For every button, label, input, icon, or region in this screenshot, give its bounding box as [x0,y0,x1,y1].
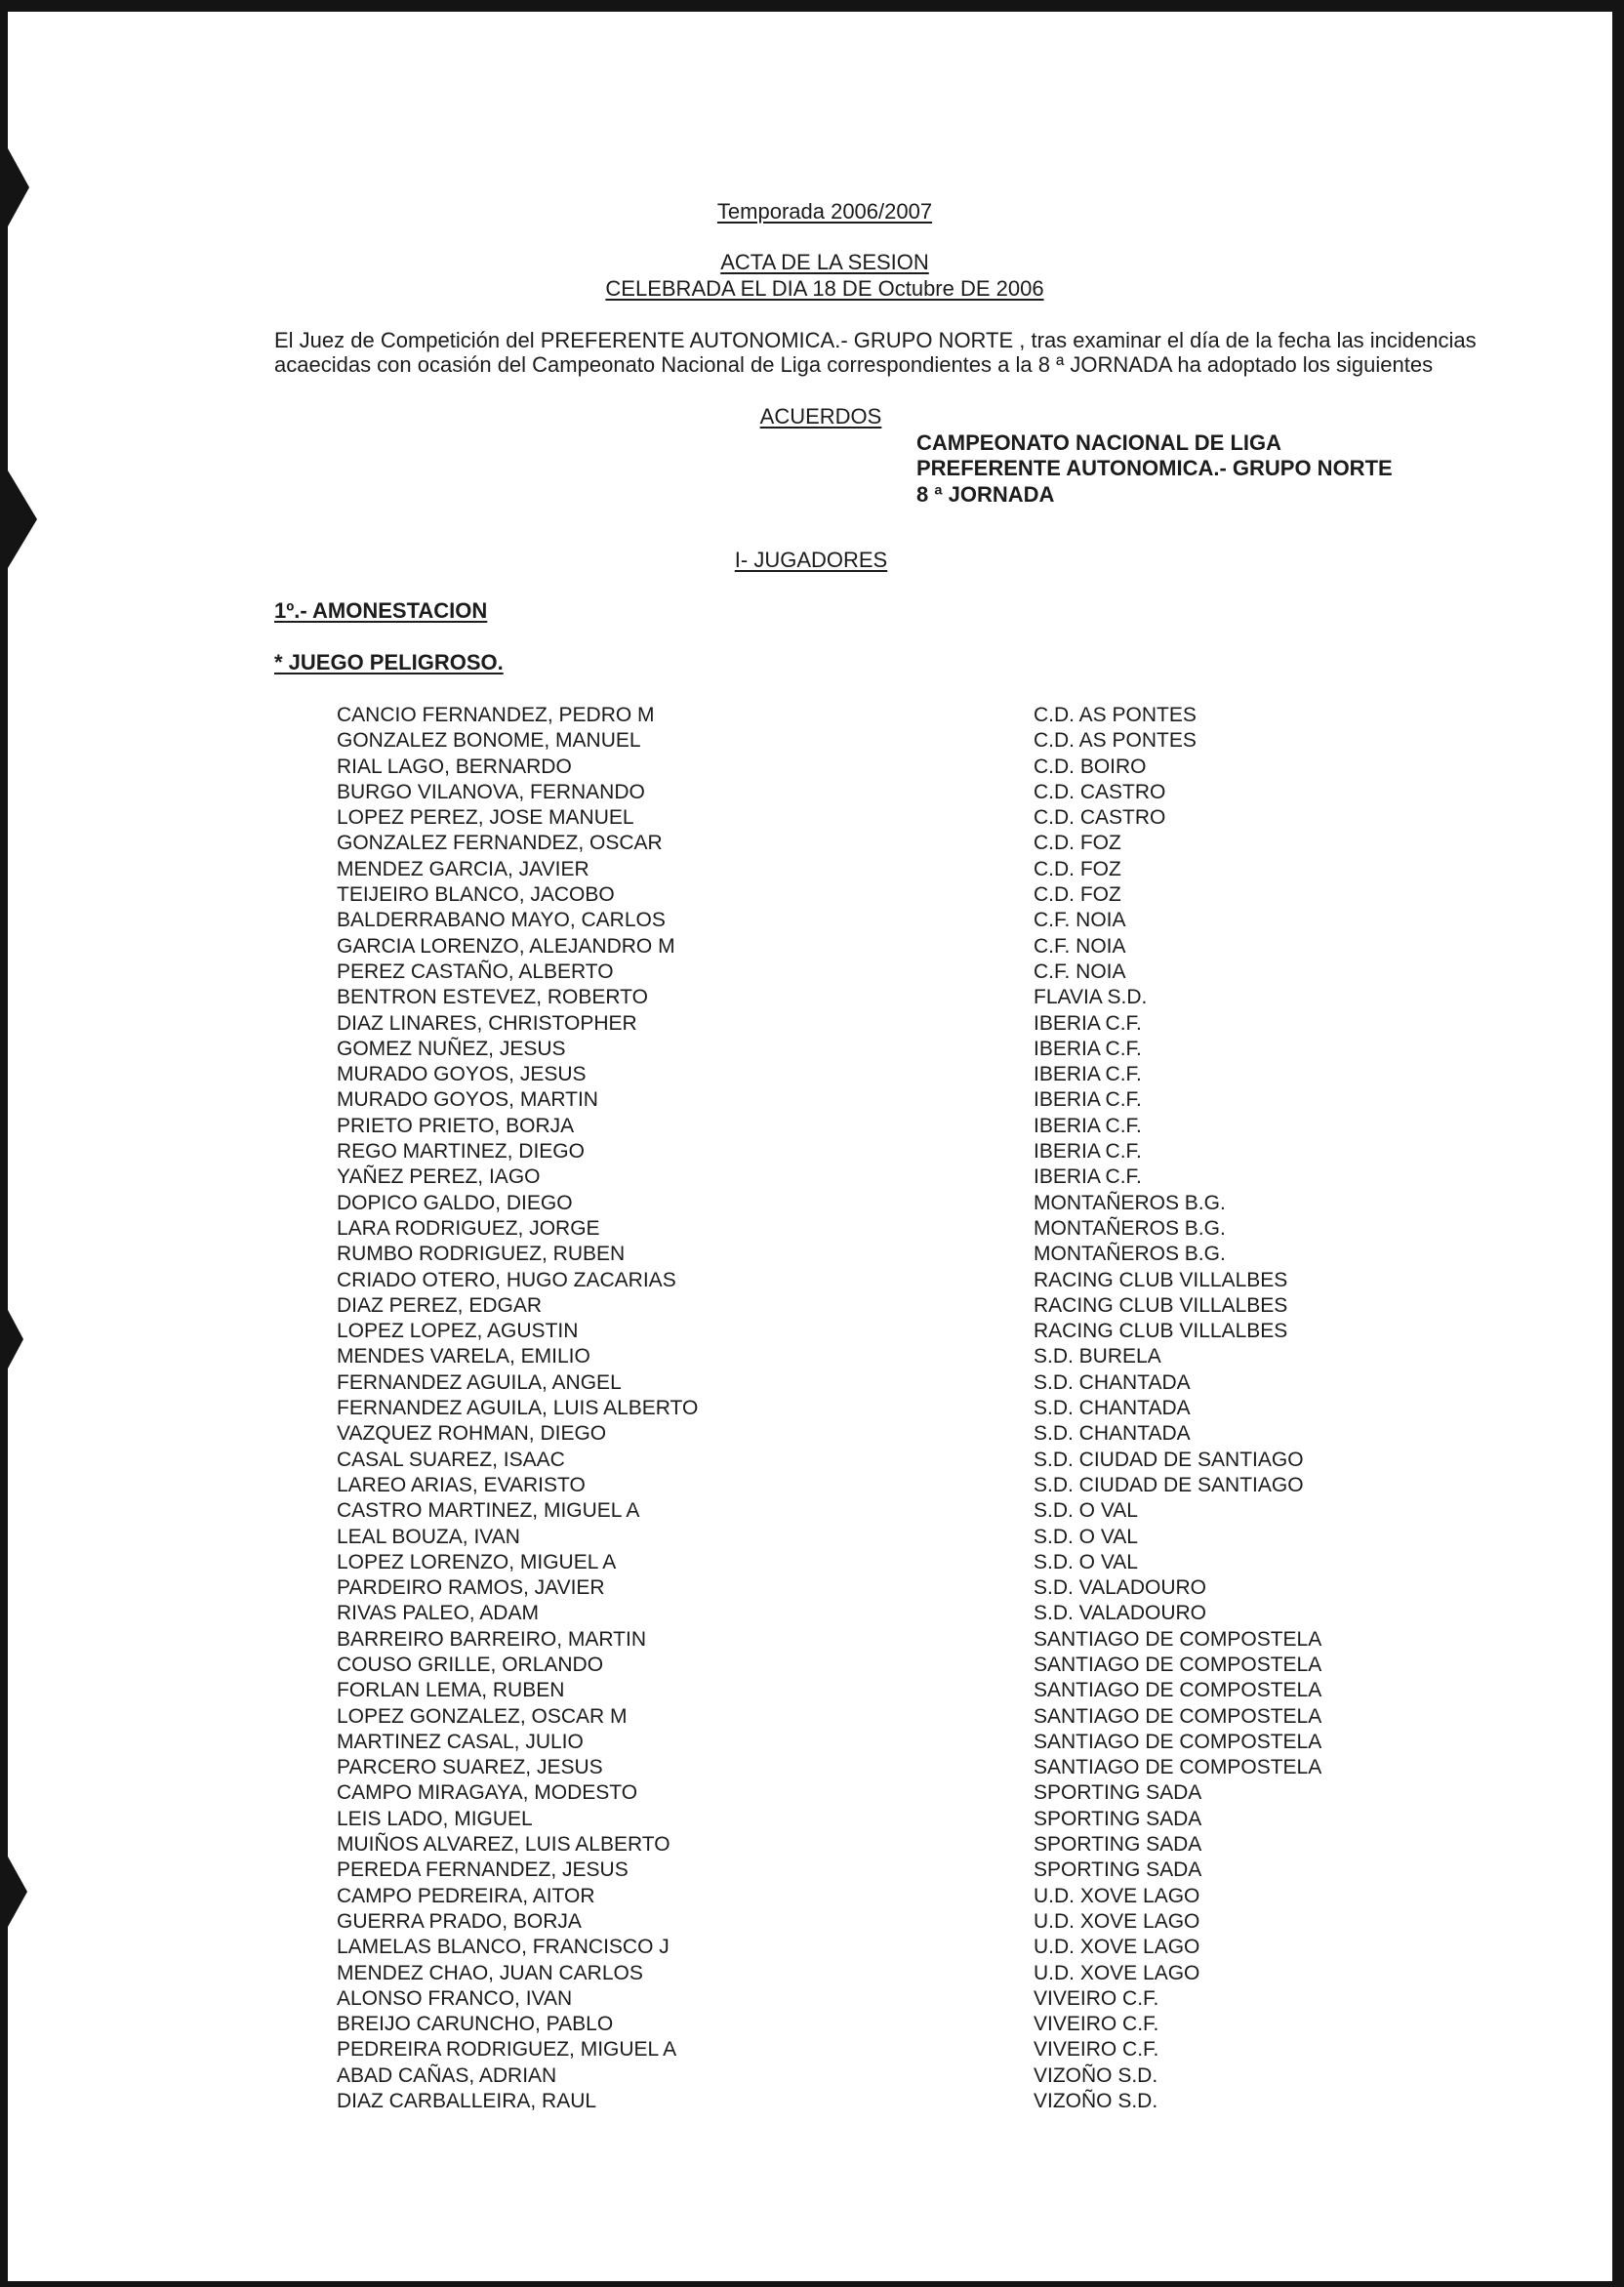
list-item [8,1191,1612,1216]
player-name: CANCIO FERNANDEZ, PEDRO M [337,704,655,726]
player-name: CRIADO OTERO, HUGO ZACARIAS [337,1268,676,1291]
list-item [8,1448,1612,1473]
player-club: C.D. CASTRO [1034,780,1166,803]
list-item [8,1087,1612,1113]
list-item [8,1730,1612,1755]
list-item [8,1421,1612,1447]
player-club: S.D. O VAL [1034,1550,1138,1573]
player-name: LEIS LADO, MIGUEL [337,1807,533,1830]
player-name: DIAZ CARBALLEIRA, RAUL [337,2090,597,2113]
player-club: IBERIA C.F. [1034,1140,1142,1164]
list-item [8,1704,1612,1730]
competition-round: 8 ª JORNADA [916,482,1055,507]
player-name: PEDREIRA RODRIGUEZ, MIGUEL A [337,2038,677,2062]
player-name: YAÑEZ PEREZ, IAGO [337,1165,541,1189]
player-club: RACING CLUB VILLALBES [1034,1320,1288,1343]
player-club: C.F. NOIA [1034,909,1126,932]
list-item [8,1498,1612,1524]
list-item [8,1114,1612,1139]
player-club: FLAVIA S.D. [1034,986,1148,1009]
competition-name: CAMPEONATO NACIONAL DE LIGA [916,430,1282,455]
list-item [8,2063,1612,2089]
player-club: SPORTING SADA [1034,1781,1202,1805]
player-club: VIZOÑO S.D. [1034,2090,1158,2113]
list-item [8,1780,1612,1806]
list-item [8,1627,1612,1653]
player-club: MONTAÑEROS B.G. [1034,1243,1226,1266]
player-club: U.D. XOVE LAGO [1034,1961,1200,1984]
player-name: RUMBO RODRIGUEZ, RUBEN [337,1243,626,1266]
player-club: C.D. CASTRO [1034,806,1166,830]
season-heading: Temporada 2006/2007 [716,199,933,224]
player-club: S.D. CHANTADA [1034,1422,1191,1446]
player-name: ABAD CAÑAS, ADRIAN [337,2063,557,2087]
list-item [8,2012,1612,2037]
player-name: DIAZ PEREZ, EDGAR [337,1293,543,1317]
list-item [8,805,1612,831]
player-club: S.D. CIUDAD DE SANTIAGO [1034,1473,1304,1496]
list-item [8,985,1612,1010]
player-name: MURADO GOYOS, JESUS [337,1063,587,1086]
player-list [8,703,1612,2114]
list-item [8,1011,1612,1037]
player-name: LOPEZ LORENZO, MIGUEL A [337,1550,617,1573]
player-club: S.D. O VAL [1034,1499,1138,1523]
competition-group: PREFERENTE AUTONOMICA.- GRUPO NORTE [916,456,1393,480]
player-name: PEREZ CASTAÑO, ALBERTO [337,960,614,983]
list-item [8,1832,1612,1858]
player-club: SANTIAGO DE COMPOSTELA [1034,1627,1322,1651]
list-item [8,960,1612,985]
player-name: LARA RODRIGUEZ, JORGE [337,1216,600,1240]
player-name: PEREDA FERNANDEZ, JESUS [337,1858,629,1882]
player-club: S.D. BURELA [1034,1345,1161,1368]
player-club: C.D. FOZ [1034,883,1121,907]
player-name: BALDERRABANO MAYO, CARLOS [337,909,666,932]
player-name: BURGO VILANOVA, FERNANDO [337,780,645,803]
player-club: SANTIAGO DE COMPOSTELA [1034,1653,1322,1676]
player-club: S.D. CHANTADA [1034,1397,1191,1420]
player-club: C.F. NOIA [1034,960,1126,983]
list-item [8,1961,1612,1986]
player-club: SANTIAGO DE COMPOSTELA [1034,1679,1322,1702]
player-name: LOPEZ PEREZ, JOSE MANUEL [337,806,634,830]
player-club: U.D. XOVE LAGO [1034,1884,1200,1907]
section-title: I- JUGADORES [734,548,888,572]
player-club: VIVEIRO C.F. [1034,2038,1159,2062]
player-club: U.D. XOVE LAGO [1034,1909,1200,1933]
player-name: RIAL LAGO, BERNARDO [337,755,572,778]
player-name: LAREO ARIAS, EVARISTO [337,1473,586,1496]
player-club: S.D. O VAL [1034,1525,1138,1548]
player-club: IBERIA C.F. [1034,1114,1142,1137]
list-item [8,2037,1612,2062]
player-club: SANTIAGO DE COMPOSTELA [1034,1730,1322,1753]
list-item [8,1884,1612,1909]
player-club: C.D. BOIRO [1034,755,1147,778]
list-item [8,780,1612,805]
acuerdos-heading: ACUERDOS [759,404,882,429]
list-item [8,1909,1612,1935]
player-name: VAZQUEZ ROHMAN, DIEGO [337,1422,607,1446]
player-club: IBERIA C.F. [1034,1165,1142,1189]
player-club: SANTIAGO DE COMPOSTELA [1034,1704,1322,1728]
infraction-title: * JUEGO PELIGROSO. [274,650,504,674]
list-item [8,1858,1612,1883]
player-name: PARCERO SUAREZ, JESUS [337,1756,603,1779]
list-item [8,1986,1612,2012]
player-club: U.D. XOVE LAGO [1034,1936,1200,1959]
player-name: BREIJO CARUNCHO, PABLO [337,2013,614,2036]
player-club: C.D. AS PONTES [1034,729,1197,753]
player-club: SANTIAGO DE COMPOSTELA [1034,1756,1322,1779]
acta-heading: ACTA DE LA SESION [720,250,929,274]
player-name: LAMELAS BLANCO, FRANCISCO J [337,1936,670,1959]
player-name: REGO MARTINEZ, DIEGO [337,1140,585,1164]
player-club: VIVEIRO C.F. [1034,2013,1159,2036]
list-item [8,2089,1612,2114]
list-item [8,831,1612,856]
player-name: LEAL BOUZA, IVAN [337,1525,520,1548]
list-item [8,1242,1612,1267]
list-item [8,1370,1612,1396]
list-item [8,1037,1612,1062]
player-club: MONTAÑEROS B.G. [1034,1216,1226,1240]
player-name: CAMPO MIRAGAYA, MODESTO [337,1781,638,1805]
player-name: RIVAS PALEO, ADAM [337,1602,539,1625]
player-name: DOPICO GALDO, DIEGO [337,1191,573,1214]
player-name: LOPEZ LOPEZ, AGUSTIN [337,1320,579,1343]
player-name: CAMPO PEDREIRA, AITOR [337,1884,595,1907]
player-name: TEIJEIRO BLANCO, JACOBO [337,883,615,907]
list-item [8,1525,1612,1550]
player-club: IBERIA C.F. [1034,1011,1142,1035]
player-club: VIVEIRO C.F. [1034,1986,1159,2010]
session-date-heading: CELEBRADA EL DIA 18 DE Octubre DE 2006 [605,276,1044,301]
list-item [8,1473,1612,1498]
list-item [8,1319,1612,1344]
list-item [8,882,1612,908]
player-club: SPORTING SADA [1034,1833,1202,1857]
player-name: GARCIA LORENZO, ALEJANDRO M [337,934,675,958]
list-item [8,1755,1612,1780]
player-name: MENDES VARELA, EMILIO [337,1345,590,1368]
player-name: COUSO GRILLE, ORLANDO [337,1653,604,1676]
list-item [8,934,1612,960]
list-item [8,1678,1612,1703]
list-item [8,857,1612,882]
list-item [8,1293,1612,1319]
player-club: RACING CLUB VILLALBES [1034,1268,1288,1291]
player-name: CASAL SUAREZ, ISAAC [337,1448,565,1471]
player-name: GONZALEZ FERNANDEZ, OSCAR [337,832,663,855]
player-name: MUIÑOS ALVAREZ, LUIS ALBERTO [337,1833,670,1857]
document-page [8,12,1612,2281]
player-club: S.D. VALADOURO [1034,1602,1206,1625]
list-item [8,728,1612,754]
player-name: GUERRA PRADO, BORJA [337,1909,582,1933]
list-item [8,1216,1612,1242]
list-item [8,1550,1612,1575]
player-name: FORLAN LEMA, RUBEN [337,1679,565,1702]
intro-line-1: El Juez de Competición del PREFERENTE AUTONOMICA.- GRUPO NORTE , tras examinar el día de la fecha las incidencias [274,328,1477,352]
player-club: MONTAÑEROS B.G. [1034,1191,1226,1214]
list-item [8,1601,1612,1626]
list-item [8,1268,1612,1293]
player-name: CASTRO MARTINEZ, MIGUEL A [337,1499,640,1523]
player-club: SPORTING SADA [1034,1858,1202,1882]
player-club: S.D. CHANTADA [1034,1370,1191,1394]
list-item [8,1935,1612,1960]
player-name: MENDEZ GARCIA, JAVIER [337,857,589,880]
list-item [8,908,1612,933]
player-name: LOPEZ GONZALEZ, OSCAR M [337,1704,628,1728]
player-name: FERNANDEZ AGUILA, LUIS ALBERTO [337,1397,699,1420]
list-item [8,1139,1612,1164]
player-club: S.D. VALADOURO [1034,1576,1206,1600]
player-club: C.D. FOZ [1034,832,1121,855]
player-club: IBERIA C.F. [1034,1088,1142,1112]
list-item [8,1062,1612,1087]
list-item [8,1653,1612,1678]
list-item [8,1396,1612,1421]
player-name: PARDEIRO RAMOS, JAVIER [337,1576,605,1600]
player-name: PRIETO PRIETO, BORJA [337,1114,575,1137]
player-club: C.F. NOIA [1034,934,1126,958]
player-club: IBERIA C.F. [1034,1037,1142,1060]
list-item [8,1575,1612,1601]
sanction-title: 1º.- AMONESTACION [274,598,488,623]
player-club: C.D. AS PONTES [1034,704,1197,726]
list-item [8,1164,1612,1190]
player-club: SPORTING SADA [1034,1807,1202,1830]
player-name: GONZALEZ BONOME, MANUEL [337,729,641,753]
player-club: RACING CLUB VILLALBES [1034,1293,1288,1317]
player-name: MURADO GOYOS, MARTIN [337,1088,598,1112]
player-club: S.D. CIUDAD DE SANTIAGO [1034,1448,1304,1471]
list-item [8,755,1612,780]
player-name: MENDEZ CHAO, JUAN CARLOS [337,1961,643,1984]
intro-line-2: acaecidas con ocasión del Campeonato Nacional de Liga correspondientes a la 8 ª JORNADA ha adoptado los siguientes [274,352,1434,377]
player-club: VIZOÑO S.D. [1034,2063,1158,2087]
player-name: MARTINEZ CASAL, JULIO [337,1730,584,1753]
player-club: C.D. FOZ [1034,857,1121,880]
player-name: FERNANDEZ AGUILA, ANGEL [337,1370,622,1394]
list-item [8,1807,1612,1832]
player-name: ALONSO FRANCO, IVAN [337,1986,573,2010]
list-item [8,1344,1612,1369]
list-item [8,703,1612,728]
player-name: BARREIRO BARREIRO, MARTIN [337,1627,646,1651]
player-name: GOMEZ NUÑEZ, JESUS [337,1037,566,1060]
player-name: DIAZ LINARES, CHRISTOPHER [337,1011,637,1035]
player-club: IBERIA C.F. [1034,1063,1142,1086]
player-name: BENTRON ESTEVEZ, ROBERTO [337,986,648,1009]
